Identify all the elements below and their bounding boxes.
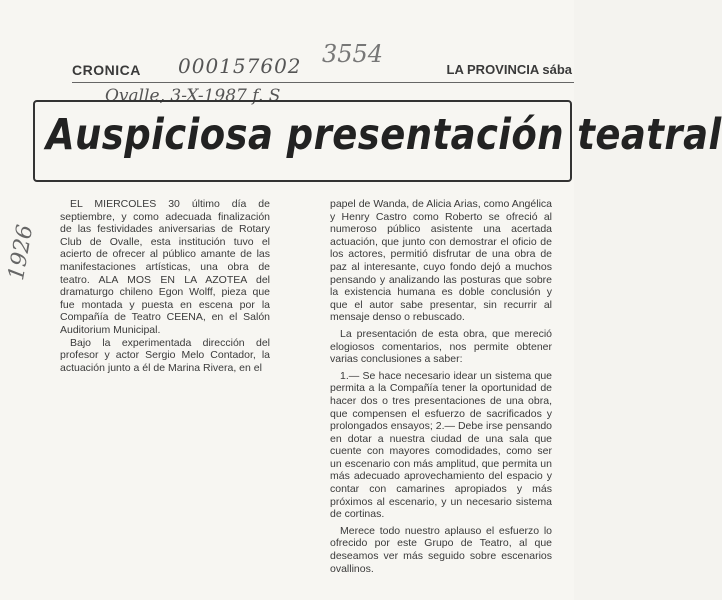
article-paragraph: La presentación de esta obra, que mereció elogiosos comentarios, nos permite obtener varias conclusiones a saber:: [330, 327, 552, 366]
article-paragraph: Merece todo nuestro aplauso el esfuerzo lo ofrecido por este Grupo de Teatro, al que deseamos ver más seguido sobre escenarios ovallinos.: [330, 524, 552, 575]
handwritten-dateline: Ovalle, 3-X-1987 f. S: [105, 86, 281, 106]
article-paragraph: 1.— Se hace necesario idear un sistema que permita a la Compañía tener la oportunidad de hacer dos o tres presentaciones de una obra, que compensen el esfuerzo de sacrificados y prolongados ensayos; 2.— Debe irse pensando en dotar a nuestra ciudad de una sala que cuente con mayores comodidades, como ser un escenario con más amplitud, que permita un más adecuado aprovechamiento del espacio y contar con camarines apropiados y más próximos al escenario, y un necesario sistema de cortinas.: [330, 369, 552, 521]
newspaper-name: LA PROVINCIA sába: [446, 62, 572, 77]
section-label: CRONICA: [72, 62, 141, 78]
article-paragraph: EL MIERCOLES 30 último día de septiembre, y como adecuada finalización de las festividades aniversarias de Rotary Club de Ovalle, esta institución tuvo el acierto de ofrecer al público amante de las manifestaciones artísticas, una obra de teatro. ALA MOS EN LA AZOTEA del dramaturgo chileno Egon Wolff, pieza que fue montada y puesta en escena por la Compañía de Teatro CEENA, en el Salón Auditorium Municipal.: [60, 198, 270, 336]
article-headline: Auspiciosa presentación teatral: [46, 110, 722, 160]
article-column-left: [60, 198, 270, 374]
article-column-right: [330, 198, 552, 575]
handwritten-margin-note: 1926: [4, 222, 39, 283]
handwritten-number: 3554: [322, 40, 384, 68]
article-paragraph: Bajo la experimentada dirección del profesor y actor Sergio Melo Contador, la actuación junto a él de Marina Rivera, en el: [60, 336, 270, 374]
article-paragraph: papel de Wanda, de Alicia Arias, como Angélica y Henry Castro como Roberto se ofreció al numeroso público asistente una acertada actuación, que junto con demostrar el oficio de los actores, permitió disfrutar de una obra de paz al interesante, cuyo fondo dejó a muchos pensando y analizando las posturas que sobre la existencia humana es doble conclusión y que el autor sabe presentar, sin recurrir al mensaje denso o rebuscado.: [330, 198, 552, 324]
header-rule: [72, 82, 574, 83]
handwritten-reference: 000157602: [178, 54, 302, 78]
